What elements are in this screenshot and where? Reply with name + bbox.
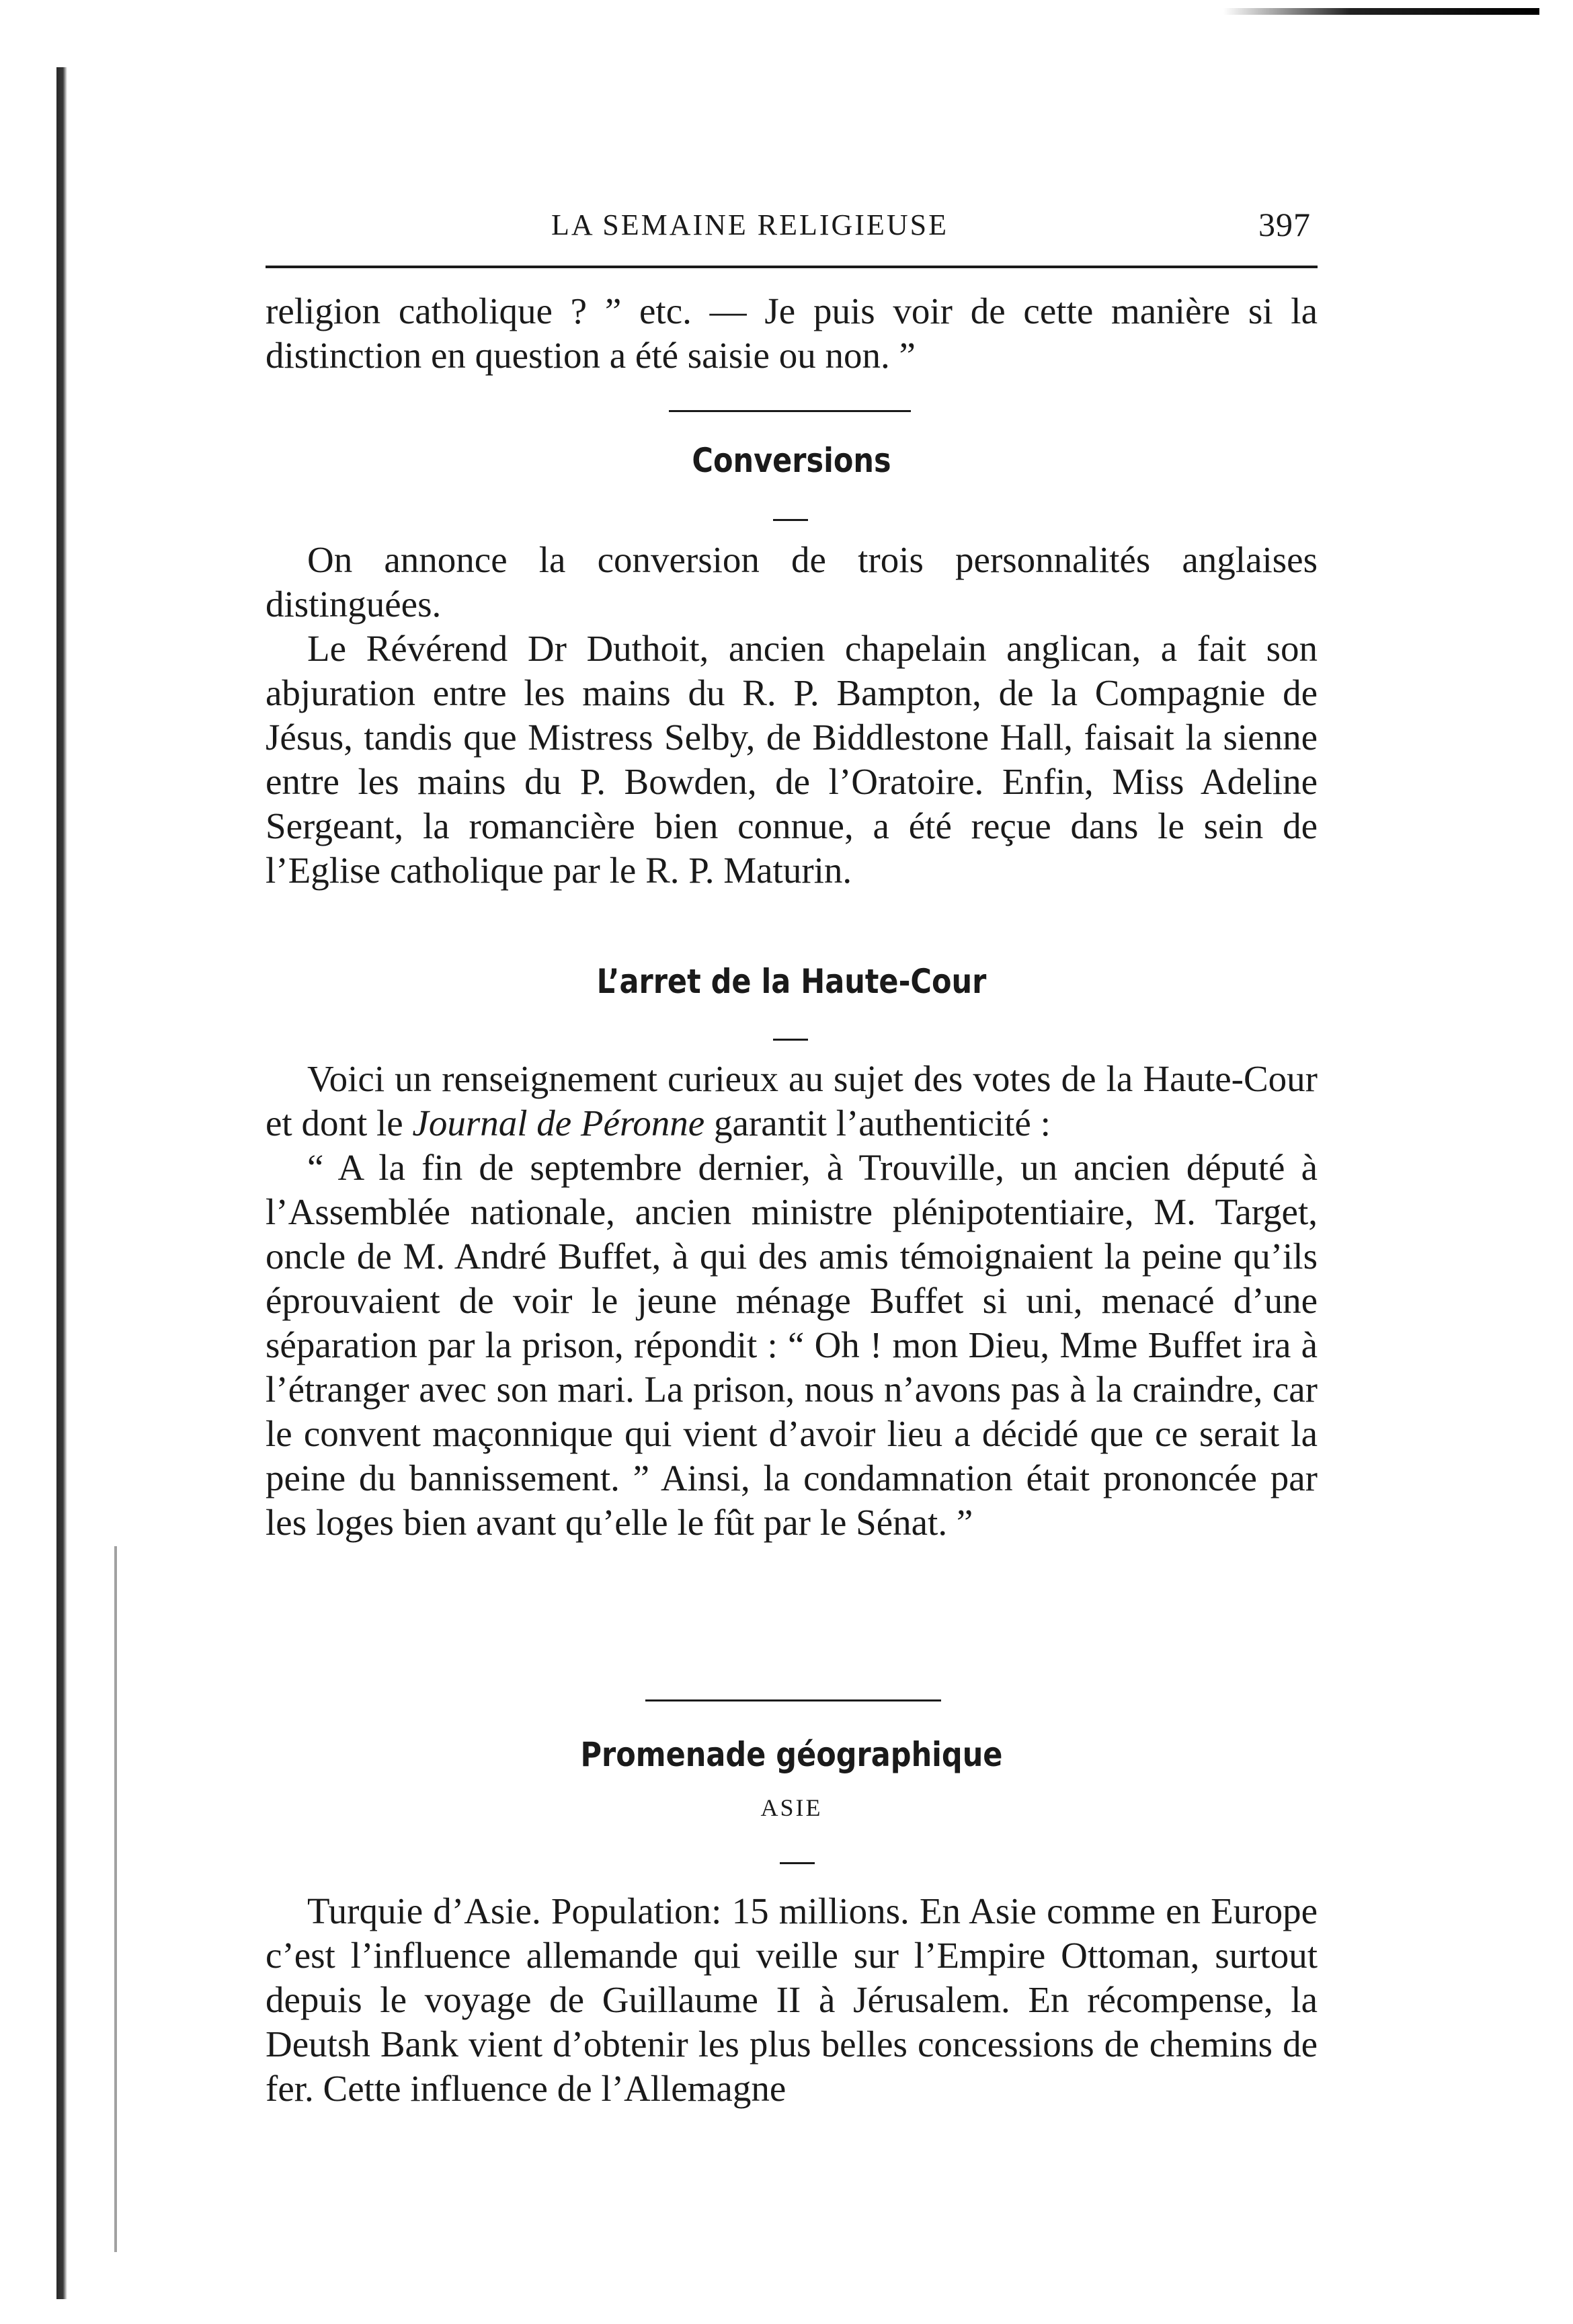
section-title-promenade: Promenade géographique [580,1735,1003,1774]
arret-paragraph-1 [266,1057,1318,1146]
section-separator [669,410,911,412]
intro-paragraph: religion catholique ? ” etc. — Je puis voir de cette manière si la distinction en question a été saisie ou non. ” [266,290,1318,376]
section-title-arret: L’arret de la Haute-Cour [596,962,987,1001]
arret-p1-before: Voici un renseignement curieux au sujet des votes de la Haute-Cour et dont le [266,1058,1318,1144]
running-head [269,205,1318,245]
scan-edge-shadow [56,67,67,2299]
conversions-text [266,538,1318,893]
arret-paragraph-2: “ A la fin de septembre dernier, à Trouville, un ancien député à l’Assemblée nationale, ancien ministre plénipotentiaire, M. Target, oncle de M. André Buffet, à qui des amis témoignaient la peine qu’ils éprouvaient de voir le jeune ménage Buffet si uni, menacé d’une séparation par la prison, répondit : “ Oh ! mon Dieu, Mme Buffet ira à l’étranger avec son mari. La prison, nous n’avons pas à la craindre, car le convent maçonnique qui vient d’avoir lieu a décidé que ce serait la peine du bannissement. ” Ainsi, la condamnation était prononcée par les loges bien avant qu’elle le fût par le Sénat. ” [266,1147,1318,1543]
section-title-conversions: Conversions [692,441,891,480]
section-subtitle-asie: ASIE [760,1794,823,1821]
intro-text [266,289,1318,378]
conversions-paragraph-1: On annonce la conversion de trois personnalités anglaises distinguées. [266,539,1318,625]
header-rule [266,266,1318,268]
promenade-paragraph: Turquie d’Asie. Population: 15 millions. En Asie comme en Europe c’est l’influence allemande qui veille sur l’Empire Ottoman, surtout depuis le voyage de Guillaume II à Jérusalem. En récompense, la Deutsh Bank vient d’obtenir les plus belles concessions de chemins de fer. Cette influence de l’Allemagne [266,1890,1318,2109]
title-dash [773,519,808,521]
title-dash [773,1039,808,1041]
title-dash [780,1862,815,1864]
conversions-paragraph-2: Le Révérend Dr Duthoit, ancien chapelain anglican, a fait son abjuration entre les mains du R. P. Bampton, de la Compagnie de Jésus, tandis que Mistress Selby, de Biddlestone Hall, faisait la sienne entre les mains du P. Bowden, de l’Oratoire. Enfin, Miss Adeline Sergeant, la romancière bien connue, a été reçue dans le sein de l’Eglise catholique par le R. P. Maturin. [266,628,1318,891]
promenade-text [266,1889,1318,2111]
running-head-title: LA SEMAINE RELIGIEUSE [551,208,949,241]
section-separator [645,1699,941,1701]
scan-edge-line [114,1546,117,2252]
scan-top-artifact [1223,8,1539,15]
page-number: 397 [1258,206,1311,243]
arret-p1-after: garantit l’authenticité : [704,1103,1051,1144]
arret-text [266,1057,1318,1545]
journal-title: Journal de Péronne [412,1103,705,1144]
